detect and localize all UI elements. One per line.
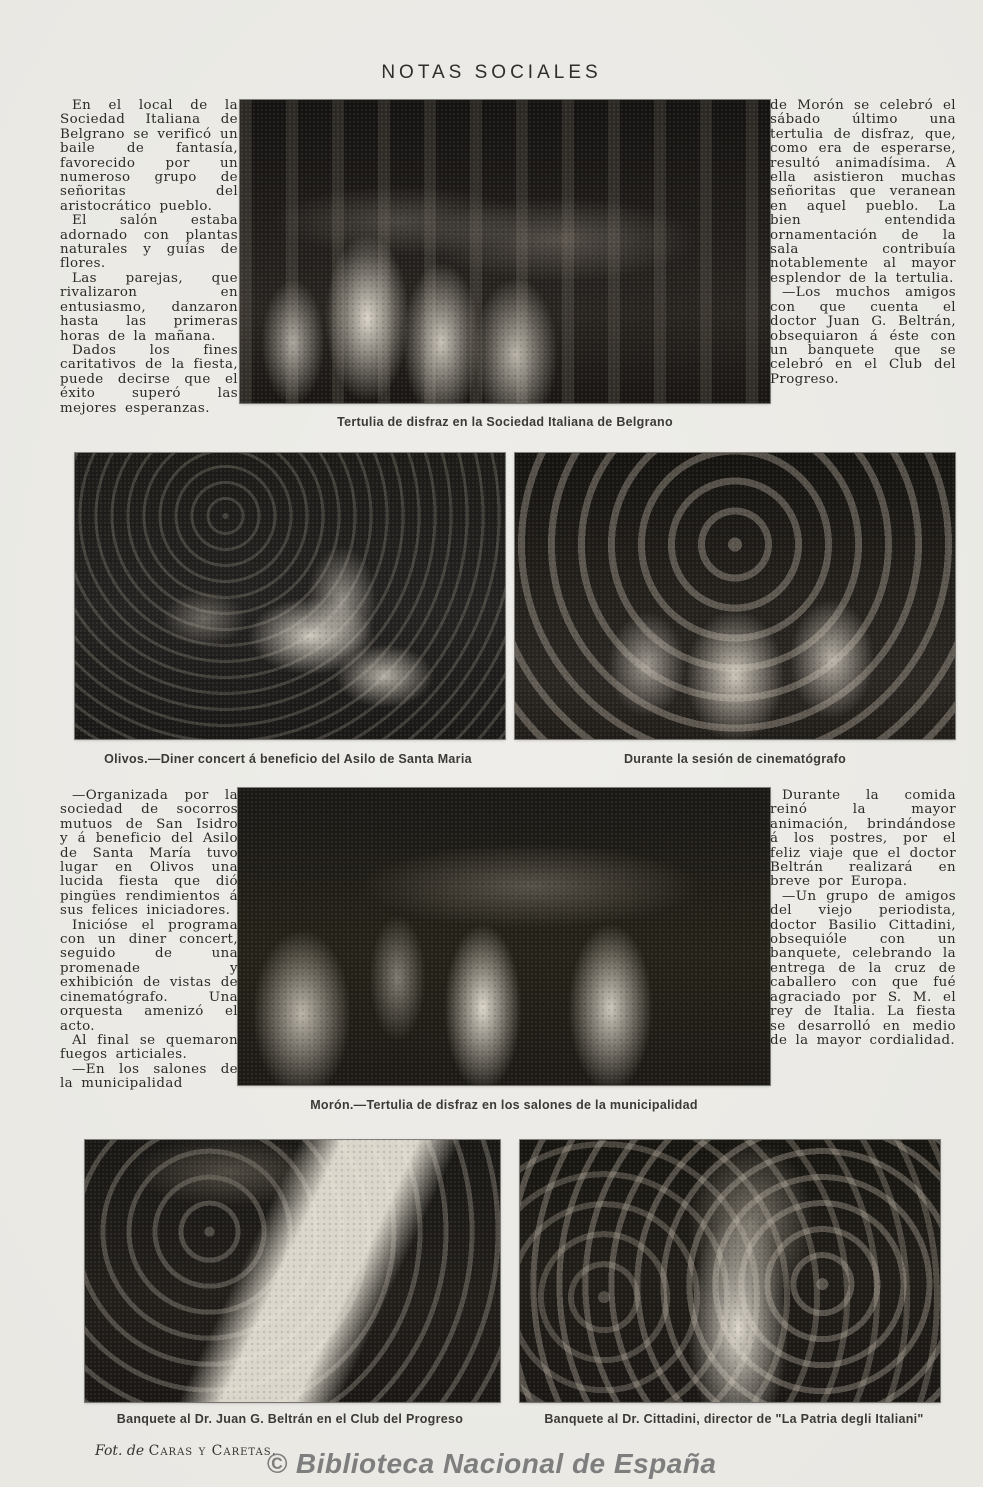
photo-moron-ball-image — [238, 788, 770, 1085]
article-paragraph: —En los salones de la municipalidad — [60, 1061, 238, 1092]
photo-belgrano-ball-image — [240, 100, 770, 403]
article-paragraph: —Un grupo de amigos del viejo periodista, doctor Basilio Cittadini, obsequióle con un banquete, celebrando la entrega de la cruz de caballero con que fué agraciado por S. M. el rey de Italia. La fiesta se desarrolló en medio de la mayor cordialidad. — [770, 888, 956, 1048]
photo-caption-cittadini: Banquete al Dr. Cittadini, director de "La Patria degli Italiani" — [544, 1412, 924, 1426]
article-paragraph: En el local de la Sociedad Italiana de Belgrano se verificó un baile de fantasía, favorecido por un numeroso grupo de señoritas del aristocrático pueblo. — [60, 98, 238, 214]
article-paragraph: Dados los fines caritativos de la fiesta, puede decirse que el éxito superó las mejores esperanzas. — [60, 342, 238, 416]
article-paragraph: El salón estaba adornado con plantas naturales y guías de flores. — [60, 213, 238, 272]
article-column-top-left — [60, 99, 238, 416]
photo-caption-cinema: Durante la sesión de cinematógrafo — [623, 752, 847, 766]
photo-cinema-session-image — [515, 453, 955, 739]
credit-name: Caras y Caretas. — [148, 1443, 278, 1459]
article-paragraph: —Los muchos amigos con que cuenta el doctor Juan G. Beltrán, obsequiaron á éste con un banquete que se celebró en el Club del Progreso. — [770, 285, 956, 387]
article-paragraph: Durante la comida reinó la mayor animación, brindándose á los postres, por el feliz viaje que el doctor Beltrán realizará en breve por Europa. — [770, 788, 956, 890]
photo-caption-olivos: Olivos.—Diner concert á beneficio del Asilo de Santa Maria — [104, 752, 472, 766]
page-title: NOTAS SOCIALES — [381, 62, 602, 83]
photo-caption-beltran: Banquete al Dr. Juan G. Beltrán en el Club del Progreso — [116, 1412, 464, 1426]
article-paragraph: —Organizada por la sociedad de socorros mutuos de San Isidro y á beneficio del Asilo de Santa María tuvo lugar en Olivos una lucida fiesta que dió pingües rendimientos á sus felices iniciadores. — [60, 788, 238, 919]
photo-caption-belgrano: Tertulia de disfraz en la Sociedad Italiana de Belgrano — [337, 415, 673, 429]
photo-olivos-diner-image — [75, 453, 505, 739]
article-paragraph: de Morón se celebró el sábado último una tertulia de disfraz, que, como era de esperarse, resultó animadísima. A ella asistieron muchas señoritas que veranean en aquel pueblo. La bien entendida ornamentación de la sala contribuía notablemente al mayor esplendor de la tertulia. — [770, 98, 956, 286]
credit-prefix: Fot. de — [95, 1443, 145, 1459]
article-paragraph: Al final se quemaron fuegos articiales. — [60, 1032, 238, 1063]
article-column-mid-left — [60, 789, 238, 1092]
article-paragraph: Las parejas, que rivalizaron en entusiasmo, danzaron hasta las primeras horas de la mañana. — [60, 270, 238, 344]
photo-banquete-cittadini-image — [520, 1140, 940, 1402]
library-watermark: © Biblioteca Nacional de España — [266, 1448, 717, 1479]
article-column-top-right — [770, 99, 956, 387]
article-paragraph: Inicióse el programa con un diner concert, seguido de una promenade y exhibición de vistas de cinematógrafo. Una orquesta amenizó el acto. — [60, 917, 238, 1034]
photo-caption-moron: Morón.—Tertulia de disfraz en los salones de la municipalidad — [310, 1098, 698, 1112]
article-column-mid-right — [770, 789, 956, 1048]
photo-banquete-beltran-image — [85, 1140, 500, 1402]
